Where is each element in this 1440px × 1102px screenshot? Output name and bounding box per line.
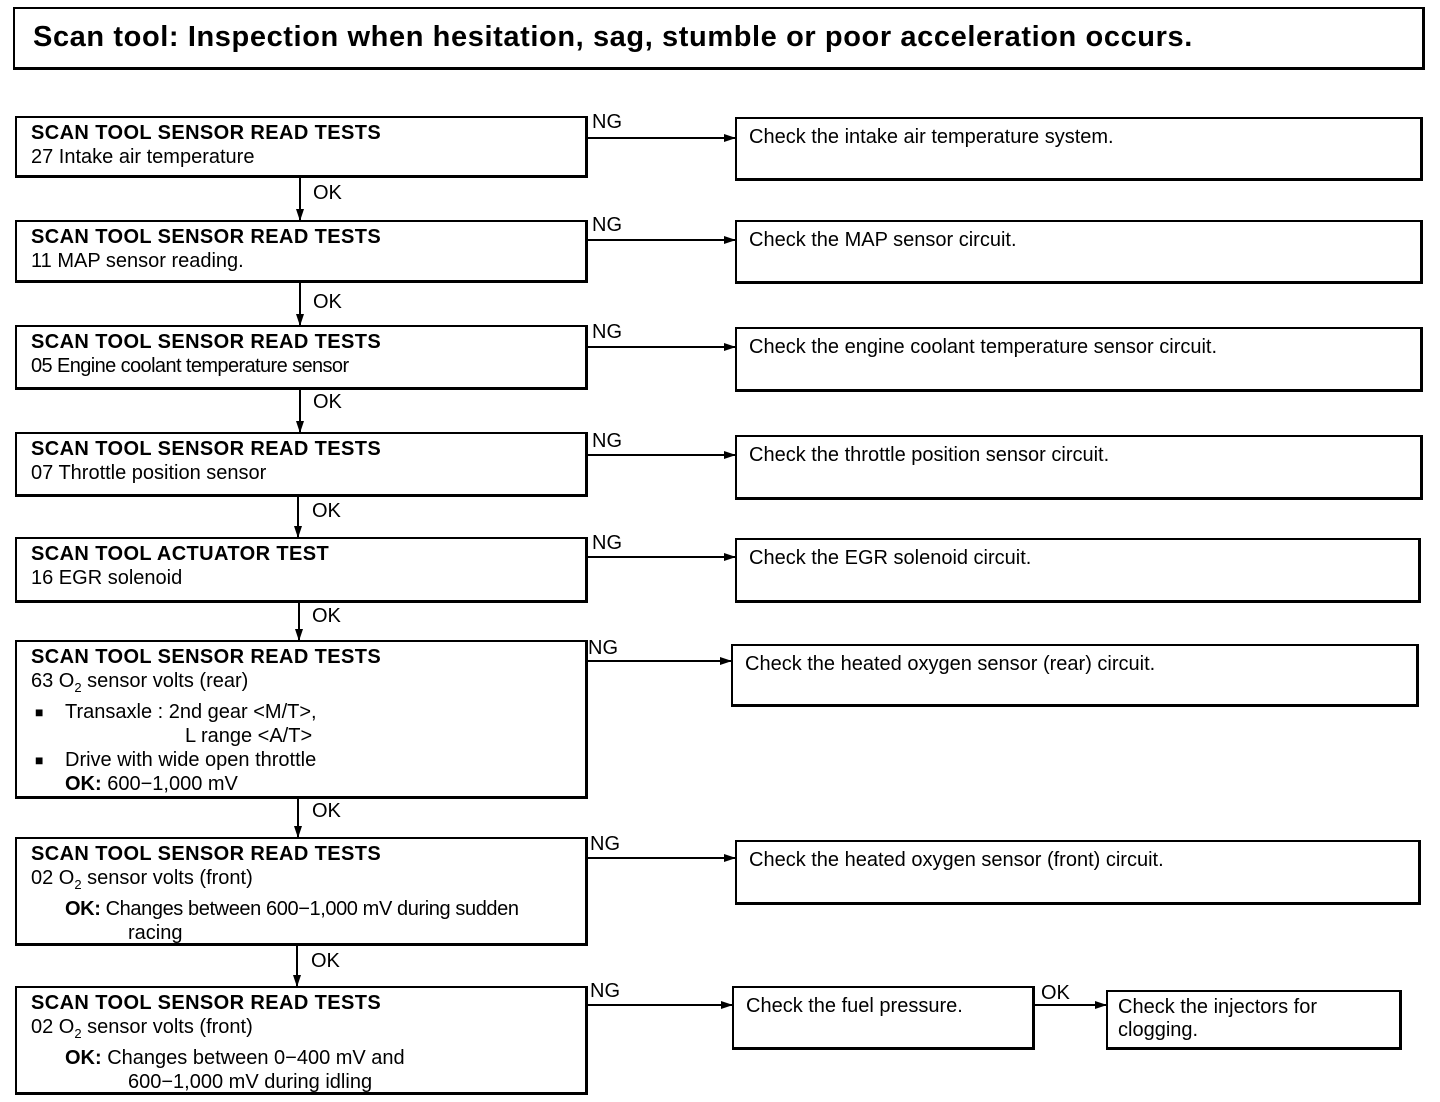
ng-label: NG [592,532,622,554]
result-box-injectors [1106,990,1402,1050]
step-box-o2-rear [15,640,588,799]
result-box-coolant-temp [735,327,1423,392]
step-detail: 16 EGR solenoid [31,567,183,589]
step-heading: SCAN TOOL SENSOR READ TESTS [31,438,382,460]
step-detail: 63 $O_2$ sensor volts (rear) [31,670,249,695]
ng-label: NG [590,833,620,855]
bullet-item: ■ Transaxle : 2nd gear <M/T>, [35,701,317,723]
step-box-egr-solenoid [15,537,588,603]
result-text: Check the throttle position sensor circuit. [749,444,1110,466]
ok-label: OK [312,500,341,522]
step-detail: 05 Engine coolant temperature sensor [31,355,349,377]
result-text: Check the engine coolant temperature sensor circuit. [749,336,1218,358]
ok-label: OK [312,605,341,627]
ok-criteria-continuation: 600−1,000 mV during idling [128,1071,373,1093]
result-text: Check the heated oxygen sensor (front) circuit. [749,849,1164,871]
ng-label: NG [588,637,618,659]
step-detail: 02 $O_2$ sensor volts (front) [31,1016,253,1041]
ok-label: OK [311,950,340,972]
ok-criteria: OK: 600−1,000 mV [65,773,238,795]
ok-criteria: OK: Changes between 0−400 mV and [65,1047,405,1069]
step-heading: SCAN TOOL SENSOR READ TESTS [31,122,382,144]
ok-label: OK [1041,982,1070,1004]
step-box-throttle-position [15,432,588,497]
ok-label: OK [313,391,342,413]
bullet-item: ■ Drive with wide open throttle [35,749,317,771]
ok-criteria: OK: Changes between 600−1,000 mV during sudden [65,898,519,920]
ng-label: NG [592,214,622,236]
step-detail: 07 Throttle position sensor [31,462,267,484]
result-text: Check the intake air temperature system. [749,126,1114,148]
ng-label: NG [592,321,622,343]
result-text: Check the injectors for clogging. [1118,996,1317,1041]
ok-label: OK [312,800,341,822]
step-heading: SCAN TOOL SENSOR READ TESTS [31,331,382,353]
step-heading: SCAN TOOL SENSOR READ TESTS [31,992,382,1014]
bullet-continuation: L range <A/T> [185,725,313,747]
page-title: Scan tool: Inspection when hesitation, sag, stumble or poor acceleration occurs. [33,21,1193,53]
result-box-intake-air [735,117,1423,181]
step-detail: 11 MAP sensor reading. [31,250,244,272]
step-box-map-sensor [15,220,588,283]
result-box-fuel-pressure [732,986,1035,1050]
result-text: Check the EGR solenoid circuit. [749,547,1032,569]
result-text: Check the MAP sensor circuit. [749,229,1017,251]
bullet-icon: ■ [35,704,44,720]
ng-label: NG [590,980,620,1002]
step-heading: SCAN TOOL ACTUATOR TEST [31,543,330,565]
result-text: Check the fuel pressure. [746,995,963,1017]
bullet-icon: ■ [35,752,44,768]
step-box-o2-front-idling [15,986,588,1095]
result-box-throttle-position [735,435,1423,500]
step-heading: SCAN TOOL SENSOR READ TESTS [31,226,382,248]
step-heading: SCAN TOOL SENSOR READ TESTS [31,646,382,668]
ng-label: NG [592,111,622,133]
step-detail: 27 Intake air temperature [31,146,255,168]
result-box-egr-solenoid [735,538,1421,603]
result-box-o2-rear [731,644,1419,707]
ok-label: OK [313,291,342,313]
result-text: Check the heated oxygen sensor (rear) circuit. [745,653,1156,675]
ok-label: OK [313,182,342,204]
result-box-map-sensor [735,220,1423,284]
result-box-o2-front [735,840,1421,905]
step-box-intake-air [15,116,588,178]
step-box-o2-front-racing [15,837,588,946]
ok-criteria-continuation: racing [128,922,183,944]
ng-label: NG [592,430,622,452]
step-box-coolant-temp [15,325,588,390]
step-heading: SCAN TOOL SENSOR READ TESTS [31,843,382,865]
step-detail: 02 $O_2$ sensor volts (front) [31,867,253,892]
